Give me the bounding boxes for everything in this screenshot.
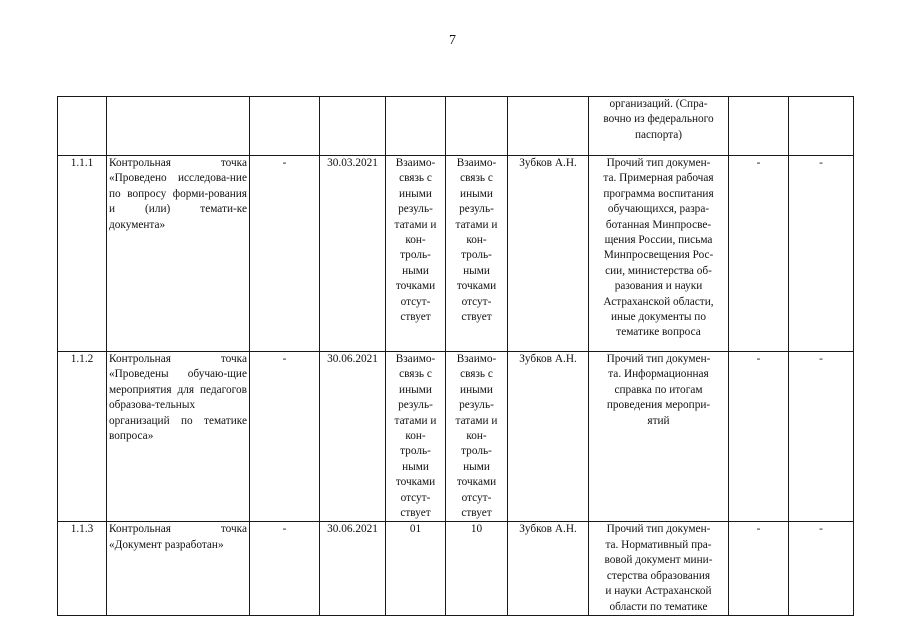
table-row xyxy=(58,156,854,352)
cell-predecessors: 01 xyxy=(386,522,446,615)
cell-predecessors: Взаимо- связь с иными резуль- татами и кон- троль- ными точками отсут- ствует xyxy=(386,352,446,522)
cell-successors: Взаимо- связь с иными резуль- татами и кон- троль- ными точками отсут- ствует xyxy=(446,156,508,352)
cell-successors: 10 xyxy=(446,522,508,615)
cell-number: 1.1.1 xyxy=(58,156,107,352)
cell-responsible xyxy=(508,97,589,156)
cell-deadline: 30.06.2021 xyxy=(320,352,386,522)
cell-number: 1.1.2 xyxy=(58,352,107,522)
cell-base-value: - xyxy=(250,156,320,352)
cell-responsible: Зубков А.Н. xyxy=(508,352,589,522)
cell-predecessors xyxy=(386,97,446,156)
cell-document: Прочий тип докумен- та. Информационная справка по итогам проведения меропри- ятий xyxy=(589,352,729,522)
cell-name xyxy=(107,97,250,156)
cell-extra-1 xyxy=(729,97,789,156)
cell-number xyxy=(58,97,107,156)
cell-extra-1: - xyxy=(729,352,789,522)
cell-successors: Взаимо- связь с иными резуль- татами и кон- троль- ными точками отсут- ствует xyxy=(446,352,508,522)
cell-deadline xyxy=(320,97,386,156)
cell-base-value: - xyxy=(250,522,320,615)
cell-deadline: 30.06.2021 xyxy=(320,522,386,615)
cell-base-value: - xyxy=(250,352,320,522)
cell-document: организаций. (Спра- вочно из федерального паспорта) xyxy=(589,97,729,156)
cell-document: Прочий тип докумен- та. Нормативный пра- вовой документ мини- стерства образования и науки Астраханской области по тематике xyxy=(589,522,729,615)
cell-name: Контрольная точка «Документ разработан» xyxy=(107,522,250,615)
cell-extra-2: - xyxy=(789,522,854,615)
cell-responsible: Зубков А.Н. xyxy=(508,522,589,615)
cell-extra-2 xyxy=(789,97,854,156)
cell-name: Контрольная точка «Проведено исследова-ние по вопросу форми-рования и (или) темати-ке документа» xyxy=(107,156,250,352)
control-points-table xyxy=(57,96,854,616)
cell-responsible: Зубков А.Н. xyxy=(508,156,589,352)
cell-number: 1.1.3 xyxy=(58,522,107,615)
cell-successors xyxy=(446,97,508,156)
table-row xyxy=(58,97,854,156)
cell-extra-1: - xyxy=(729,522,789,615)
table-row xyxy=(58,352,854,522)
table-row xyxy=(58,522,854,615)
cell-extra-2: - xyxy=(789,156,854,352)
page-number: 7 xyxy=(449,33,456,48)
cell-name: Контрольная точка «Проведены обучаю-щие мероприятия для педагогов образова-тельных организаций по тематике вопроса» xyxy=(107,352,250,522)
cell-extra-2: - xyxy=(789,352,854,522)
cell-document: Прочий тип докумен- та. Примерная рабочая программа воспитания обучающихся, разра- ботанная Минпросве- щения России, письма Минпросвещения Рос- сии, министерства об- разования и науки Астраханской области, иные документы по тематике вопроса xyxy=(589,156,729,352)
cell-deadline: 30.03.2021 xyxy=(320,156,386,352)
cell-base-value xyxy=(250,97,320,156)
cell-predecessors: Взаимо- связь с иными резуль- татами и кон- троль- ными точками отсут- ствует xyxy=(386,156,446,352)
cell-extra-1: - xyxy=(729,156,789,352)
